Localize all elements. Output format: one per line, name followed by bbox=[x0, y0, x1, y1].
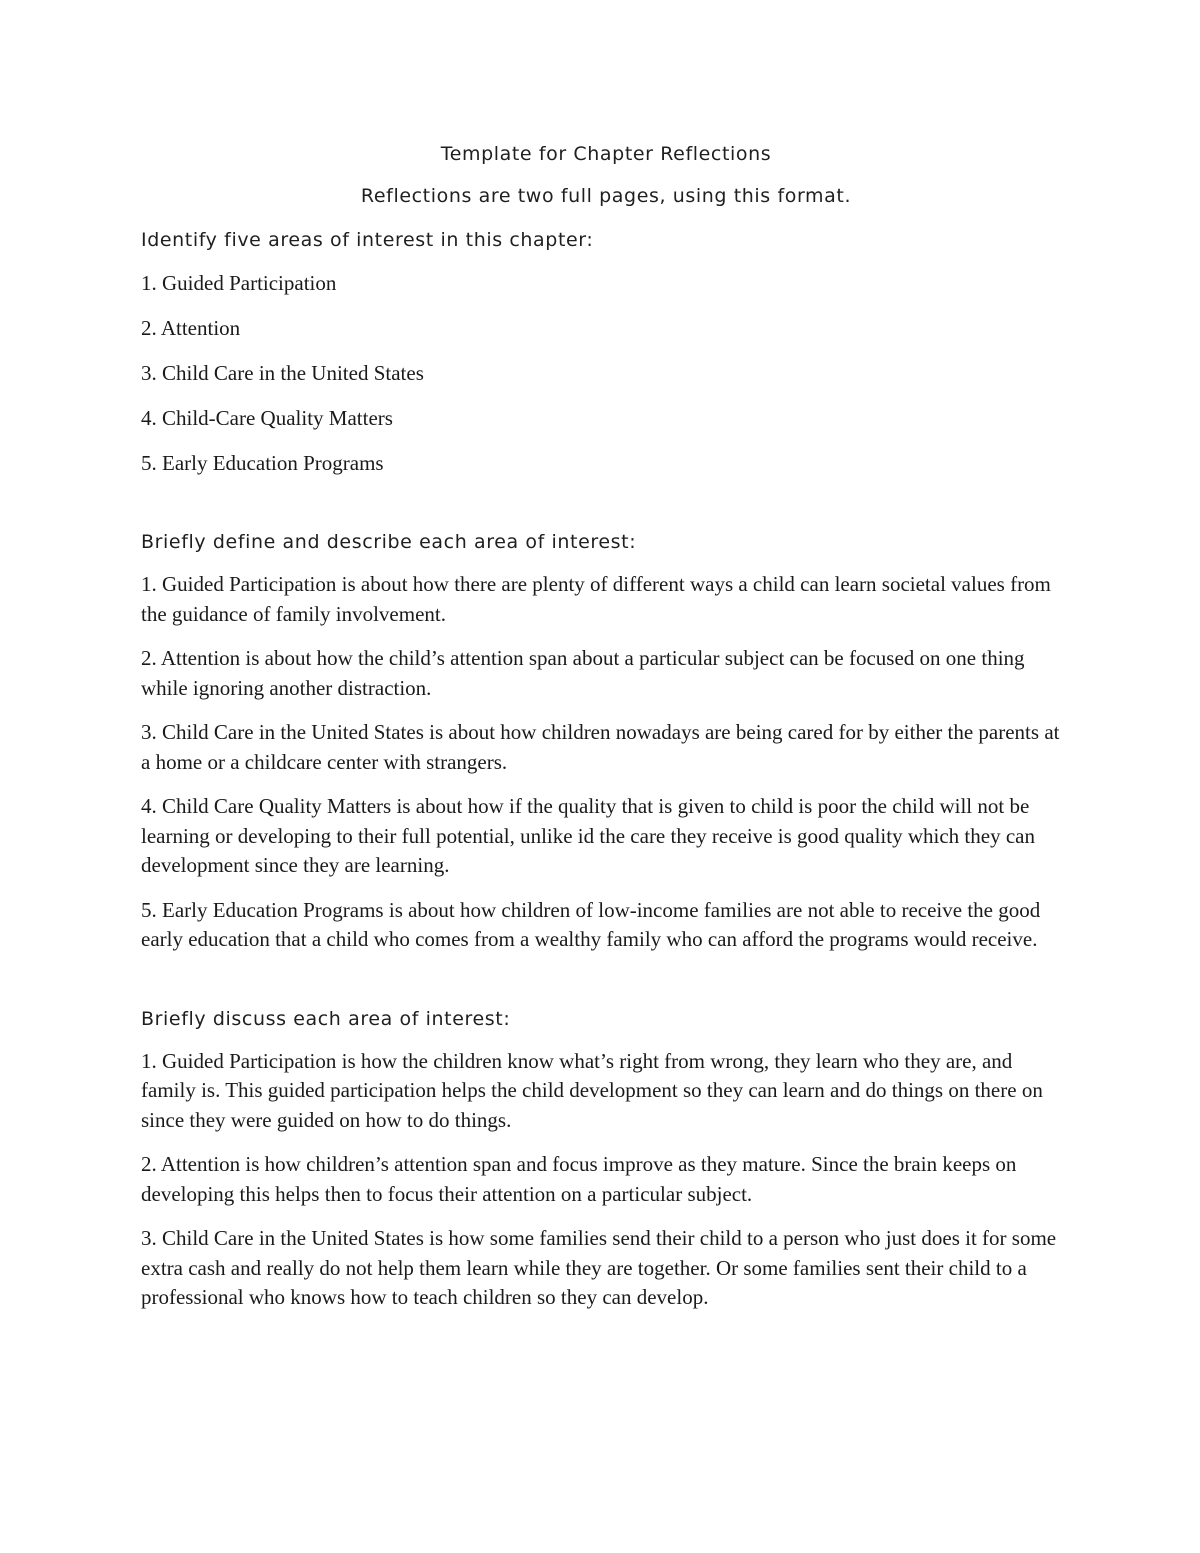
definition-paragraph: 4. Child Care Quality Matters is about how if the quality that is given to child is poor the child will not be learning or developing to their full potential, unlike id the care they receive is good quality which they can development since they are learning. bbox=[141, 794, 1035, 877]
area-item: 3. Child Care in the United States bbox=[141, 361, 424, 385]
areas-list bbox=[141, 268, 1071, 478]
definitions-list bbox=[141, 570, 1071, 955]
document-title: Template for Chapter Reflections bbox=[440, 143, 772, 165]
discuss-heading: Briefly discuss each area of interest: bbox=[141, 1007, 511, 1030]
definition-paragraph: 2. Attention is about how the child’s attention span about a particular subject can be focused on one thing while ignoring another distraction. bbox=[141, 646, 1025, 700]
area-item: 1. Guided Participation bbox=[141, 271, 337, 295]
definition-paragraph: 5. Early Education Programs is about how children of low-income families are not able to receive the good early education that a child who comes from a wealthy family who can afford the programs would receive. bbox=[141, 897, 1041, 951]
document-content bbox=[141, 138, 1071, 1313]
area-item: 4. Child-Care Quality Matters bbox=[141, 406, 393, 430]
area-item: 2. Attention bbox=[141, 316, 241, 340]
define-heading: Briefly define and describe each area of interest: bbox=[141, 531, 637, 553]
document-subtitle: Reflections are two full pages, using this format. bbox=[360, 185, 852, 207]
definition-paragraph: 3. Child Care in the United States is about how children nowadays are being cared for by either the parents at a home or a childcare center with strangers. bbox=[141, 720, 1060, 774]
discussion-paragraph: 3. Child Care in the United States is how some families send their child to a person who just does it for some extra cash and really do not help them learn while they are together. Or some families sent their child to a professional who knows how to teach children so they can develop. bbox=[141, 1226, 1057, 1309]
discussions-list bbox=[141, 1047, 1071, 1313]
discussion-paragraph: 1. Guided Participation is how the children know what’s right from wrong, they learn who they are, and family is. This guided participation helps the child development so they can learn and do things on there on since they were guided on how to do things. bbox=[141, 1048, 1043, 1132]
identify-heading: Identify five areas of interest in this chapter: bbox=[141, 229, 594, 251]
discussion-paragraph: 2. Attention is how children’s attention span and focus improve as they mature. Since the brain keeps on developing this helps then to focus their attention on a particular subject. bbox=[141, 1152, 1017, 1206]
definition-paragraph: 1. Guided Participation is about how there are plenty of different ways a child can learn societal values from the guidance of family involvement. bbox=[141, 572, 1051, 626]
area-item: 5. Early Education Programs bbox=[141, 451, 384, 475]
